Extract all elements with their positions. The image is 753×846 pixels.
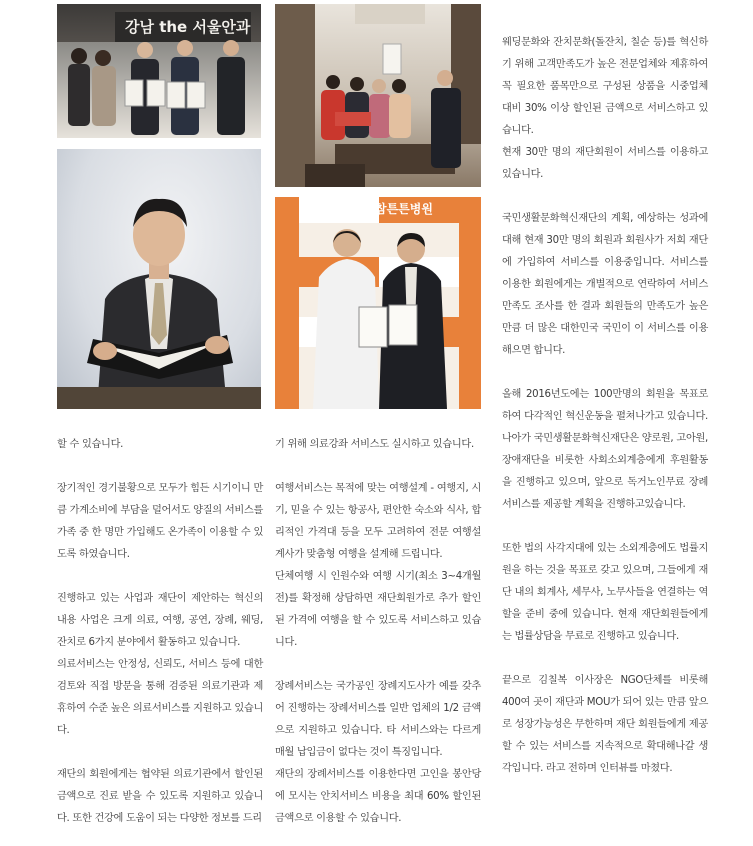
photo-chairman-portrait bbox=[57, 149, 261, 409]
col2-p4: 장례서비스는 국가공인 장례지도사가 예를 갖추어 진행하는 장례서비스를 일반 업체의 1/2 금액으로 지원하고 있습니다. 타 서비스와는 다르게 매월 납입금이 없다는 것이 특징입니다. bbox=[275, 681, 481, 758]
col3-gap bbox=[502, 648, 708, 670]
col1-p2: 장기적인 경기불황으로 모두가 힘든 시기이니 만큼 가계소비에 부담을 덜어서도 양질의 서비스를 가족 중 한 명만 가입해도 온가족이 이용할 수 있도록 하였습니다. bbox=[57, 483, 263, 560]
col2-p3: 단체여행 시 인원수와 여행 시기(최소 3~4개월 전)를 확정해 상담하면 재단회원가로 추가 할인된 가격에 여행을 할 수 있도록 서비스하고 있습니다. bbox=[275, 571, 481, 648]
col1-gap bbox=[57, 742, 263, 764]
photo-meeting-room bbox=[275, 4, 481, 187]
col2-p2: 여행서비스는 목적에 맞는 여행설계 - 여행지, 시기, 믿을 수 있는 항공사, 편안한 숙소와 식사, 합리적인 가격대 등을 모두 고려하여 전문 여행설계사가 맞춤형 여행을 설계해 드립니다. bbox=[275, 483, 481, 560]
col1-gap bbox=[57, 566, 263, 588]
col1-gap bbox=[57, 456, 263, 478]
clinic-sign: 강남 the 서울안과 bbox=[115, 12, 251, 42]
col1-p1: 할 수 있습니다. bbox=[57, 439, 124, 450]
col3-gap bbox=[502, 362, 708, 384]
col3-p3: 국민생활문화혁신재단의 계획, 예상하는 성과에 대해 현재 30만 명의 회원과 회원사가 저희 재단에 가입하여 서비스를 이용중입니다. 서비스를 이용한 회원에게는 개별적으로 연락하여 서비스 만족도 조사를 한 결과 회원들의 만족도가 높은 만큼 더 많은 대한민국 국민이 이 서비스를 이용해으면 합니다. bbox=[502, 213, 708, 356]
col3-p4: 올해 2016년도에는 100만명의 회원을 목표로 하여 다각적인 혁신운동을 펼쳐나가고 있습니다.나아가 국민생활문화혁신재단은 양로원, 고아원, 장애재단을 비롯한 사회소외계층에게 후원활동을 진행하고 있으며, 앞으로 독거노인무료 장례 서비스를 제공할 계획을 진행하고있습니다. bbox=[502, 389, 708, 510]
hospital-wall-sign: 참튼튼병원 bbox=[375, 202, 433, 216]
text-column-1 bbox=[57, 434, 263, 830]
text-column-2 bbox=[275, 434, 481, 830]
portrait-figure bbox=[57, 149, 261, 409]
col2-gap bbox=[275, 654, 481, 676]
photo-clinic-group bbox=[57, 4, 261, 138]
col1-p5: 재단의 회원에게는 협약된 의료기관에서 할인된 금액으로 진료 받을 수 있도록 지원하고 있습니다. 또한 건강에 도움이 되는 다양한 정보를 드리 bbox=[57, 769, 263, 824]
meeting-room-scene bbox=[275, 4, 481, 187]
col2-p5: 재단의 장례서비스를 이용한다면 고인을 봉안당에 모시는 안치서비스 비용을 최대 60% 할인된 금액으로 이용할 수 있습니다. bbox=[275, 769, 481, 824]
col3-p6: 끝으로 김칠복 이사장은 NGO단체를 비롯해 400여 곳이 재단과 MOU가 되어 있는 만큼 앞으로 성장가능성은 무한하며 재단 회원들에게 제공할 수 있는 서비스를 지속적으로 확대해나갈 생각입니다. 라고 전하며 인터뷰를 마쳤다. bbox=[502, 675, 708, 774]
col1-p4: 의료서비스는 안정성, 신뢰도, 서비스 등에 대한 검토와 직접 방문을 통해 검증된 의료기관과 제휴하여 수준 높은 의료서비스를 지원하고 있습니다. bbox=[57, 659, 263, 736]
col3-p5: 또한 법의 사각지대에 있는 소외계층에도 법률지원을 하는 것을 목표로 갖고 있으며, 그들에게 재단 내의 회계사, 세무사, 노무사들을 연결하는 역할을 준비 중에 있습니다. 현재 재단회원들에게는 법률상담을 무료로 진행하고 있습니다. bbox=[502, 543, 708, 642]
col2-gap bbox=[275, 456, 481, 478]
col2-p1: 기 위해 의료강좌 서비스도 실시하고 있습니다. bbox=[275, 439, 474, 450]
col3-gap bbox=[502, 516, 708, 538]
agreement-scene bbox=[275, 197, 481, 409]
col3-p2: 현재 30만 명의 재단회원이 서비스를 이용하고 있습니다. bbox=[502, 147, 708, 180]
col1-p3: 진행하고 있는 사업과 재단이 제안하는 혁신의 내용 사업은 크게 의료, 여행, 공연, 장례, 웨딩, 잔치로 6가지 분야에서 활동하고 있습니다. bbox=[57, 593, 263, 648]
clinic-people-figures bbox=[57, 4, 261, 138]
col3-p1: 웨딩문화와 잔치문화(돌잔치, 칠순 등)를 혁신하기 위해 고객만족도가 높은 전문업체와 제휴하여 꼭 필요한 품목만으로 구성된 상품을 시중업체 대비 30% 이상 할인된 금액으로 서비스하고 있습니다. bbox=[502, 37, 708, 136]
photo-hospital-agreement bbox=[275, 197, 481, 409]
col3-gap bbox=[502, 186, 708, 208]
text-column-3 bbox=[502, 32, 708, 780]
